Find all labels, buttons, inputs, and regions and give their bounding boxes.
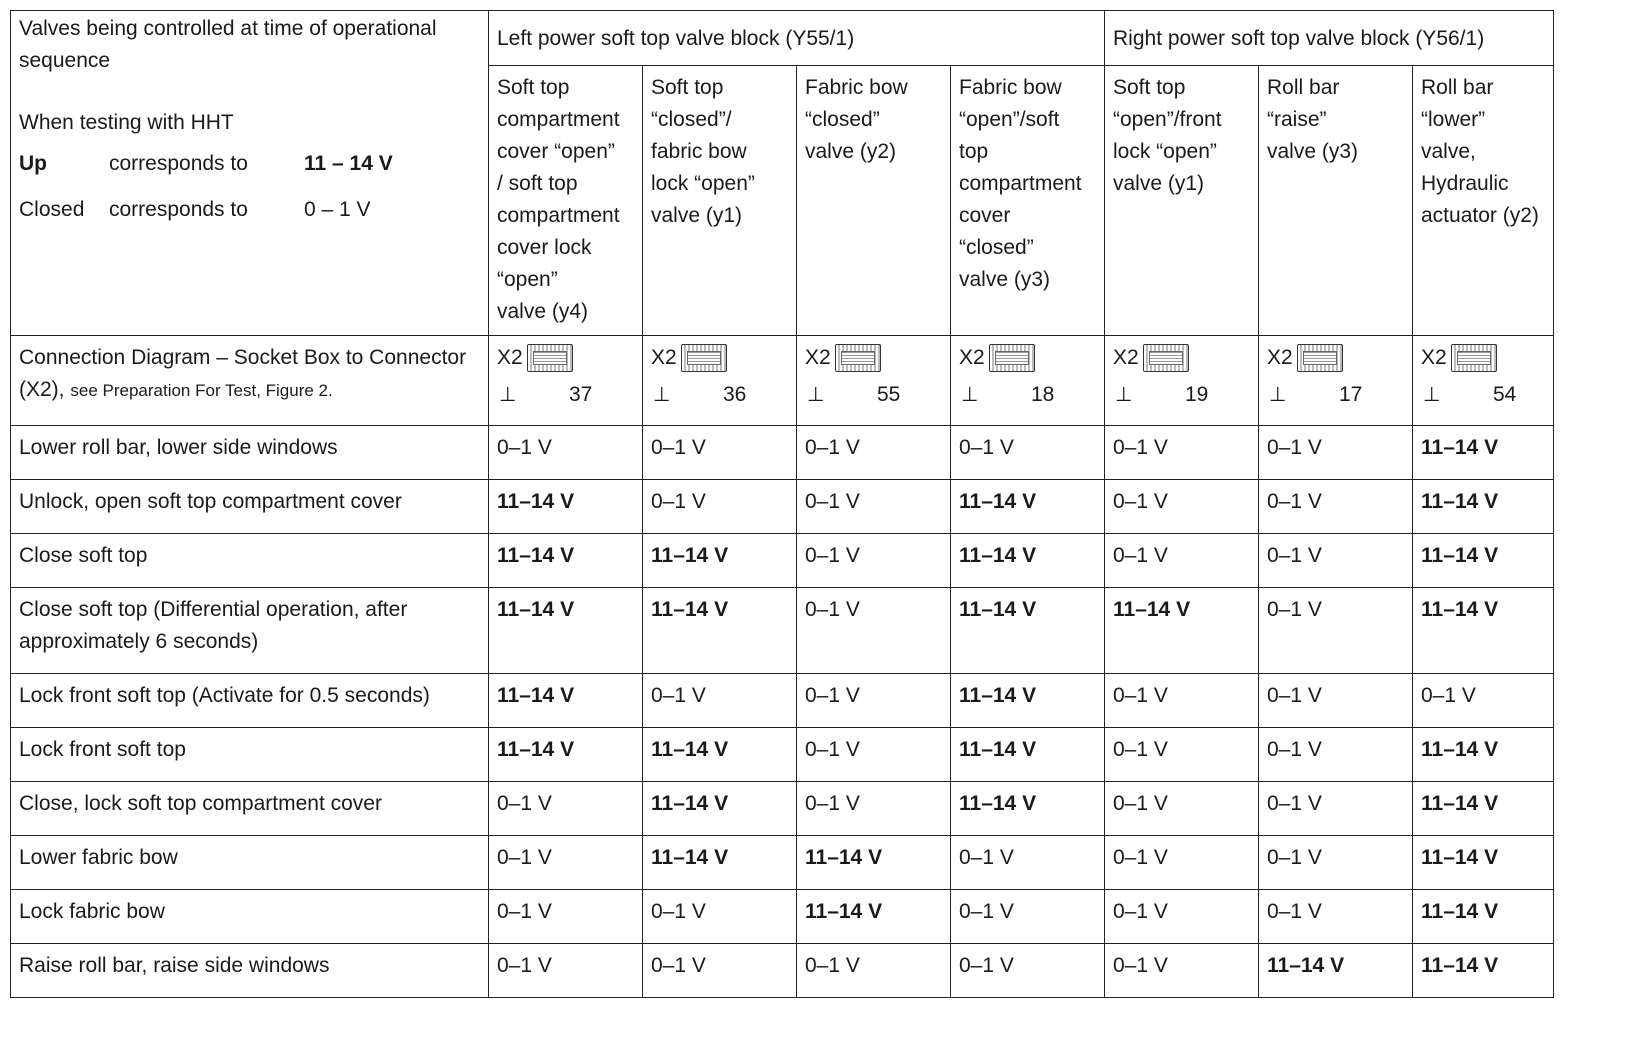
voltage-cell: 11–14 V xyxy=(1413,588,1554,674)
voltage-cell: 0–1 V xyxy=(1105,944,1259,998)
voltage-cell: 0–1 V xyxy=(1259,588,1413,674)
hht-label: When testing with HHT xyxy=(19,111,234,134)
pin-number: 37 xyxy=(569,383,593,406)
connector-label: X2 xyxy=(651,346,677,369)
voltage-cell: 0–1 V xyxy=(797,426,951,480)
voltage-cell: 11–14 V xyxy=(1413,944,1554,998)
valve-voltage-table xyxy=(10,10,1554,998)
socket-connector-icon xyxy=(1297,344,1343,372)
pin-cell xyxy=(951,336,1105,426)
voltage-cell: 11–14 V xyxy=(489,728,643,782)
voltage-cell: 11–14 V xyxy=(1259,944,1413,998)
voltage-cell: 11–14 V xyxy=(1413,534,1554,588)
voltage-cell: 0–1 V xyxy=(489,890,643,944)
pin-number: 36 xyxy=(723,383,747,406)
legend-row-up xyxy=(19,139,482,189)
pin-number: 19 xyxy=(1185,383,1209,406)
table-row xyxy=(11,674,1554,728)
voltage-cell: 0–1 V xyxy=(797,534,951,588)
voltage-cell: 11–14 V xyxy=(1413,728,1554,782)
connector-label: X2 xyxy=(497,346,523,369)
voltage-cell: 0–1 V xyxy=(489,782,643,836)
connector-label: X2 xyxy=(1113,346,1139,369)
voltage-cell: 11–14 V xyxy=(951,534,1105,588)
connection-label-cell xyxy=(11,336,489,426)
pin-cell xyxy=(1413,336,1554,426)
socket-connector-icon xyxy=(681,344,727,372)
voltage-cell: 0–1 V xyxy=(1105,534,1259,588)
table-row xyxy=(11,890,1554,944)
connection-label: Connection Diagram – Socket Box to Connector xyxy=(19,346,467,369)
sequence-label: Close, lock soft top compartment cover xyxy=(11,782,489,836)
voltage-cell: 11–14 V xyxy=(1413,480,1554,534)
voltage-cell: 0–1 V xyxy=(1105,426,1259,480)
voltage-cell: 11–14 V xyxy=(1413,836,1554,890)
connector-label: X2 xyxy=(959,346,985,369)
sequence-rows xyxy=(11,426,1554,998)
voltage-cell: 0–1 V xyxy=(1259,480,1413,534)
sequence-label: Unlock, open soft top compartment cover xyxy=(11,480,489,534)
valve-header: Roll bar “lower” valve, Hydraulic actuator (y2) xyxy=(1413,66,1554,336)
voltage-cell: 0–1 V xyxy=(1105,728,1259,782)
voltage-cell: 11–14 V xyxy=(1413,426,1554,480)
voltage-cell: 0–1 V xyxy=(643,426,797,480)
voltage-cell: 11–14 V xyxy=(951,480,1105,534)
voltage-cell: 0–1 V xyxy=(643,674,797,728)
voltage-cell: 0–1 V xyxy=(489,944,643,998)
voltage-cell: 11–14 V xyxy=(643,534,797,588)
voltage-cell: 11–14 V xyxy=(797,836,951,890)
socket-connector-icon xyxy=(527,344,573,372)
pin-cell xyxy=(1105,336,1259,426)
voltage-cell: 11–14 V xyxy=(951,728,1105,782)
right-valve-block-header: Right power soft top valve block (Y56/1) xyxy=(1105,11,1554,66)
voltage-cell: 0–1 V xyxy=(1105,836,1259,890)
sequence-label: Close soft top xyxy=(11,534,489,588)
pin-cell xyxy=(797,336,951,426)
legend-key: Up xyxy=(19,152,47,175)
voltage-cell: 0–1 V xyxy=(951,426,1105,480)
voltage-cell: 0–1 V xyxy=(1259,836,1413,890)
socket-connector-icon xyxy=(835,344,881,372)
voltage-cell: 11–14 V xyxy=(951,782,1105,836)
connector-label: X2 xyxy=(1421,346,1447,369)
voltage-cell: 11–14 V xyxy=(1105,588,1259,674)
voltage-cell: 0–1 V xyxy=(951,890,1105,944)
voltage-cell: 0–1 V xyxy=(797,782,951,836)
pin-number: 55 xyxy=(877,383,901,406)
voltage-cell: 11–14 V xyxy=(489,534,643,588)
valve-header: Soft top compartment cover “open” / soft top compartment cover lock “open” valve (y4) xyxy=(489,66,643,336)
voltage-cell: 0–1 V xyxy=(797,728,951,782)
connection-label-line2: (X2), xyxy=(19,378,65,401)
valve-header: Fabric bow “closed” valve (y2) xyxy=(797,66,951,336)
voltage-cell: 0–1 V xyxy=(1259,890,1413,944)
table-row xyxy=(11,944,1554,998)
valve-header: Roll bar “raise” valve (y3) xyxy=(1259,66,1413,336)
voltage-cell: 11–14 V xyxy=(643,588,797,674)
left-valve-block-header: Left power soft top valve block (Y55/1) xyxy=(489,11,1105,66)
voltage-cell: 0–1 V xyxy=(951,836,1105,890)
voltage-cell: 11–14 V xyxy=(1413,782,1554,836)
voltage-cell: 11–14 V xyxy=(951,588,1105,674)
voltage-cell: 0–1 V xyxy=(643,890,797,944)
ground-icon: ⊥ xyxy=(961,384,979,406)
sequence-label: Raise roll bar, raise side windows xyxy=(11,944,489,998)
ground-icon: ⊥ xyxy=(499,384,517,406)
ground-icon: ⊥ xyxy=(1423,384,1441,406)
voltage-cell: 0–1 V xyxy=(797,944,951,998)
sequence-label: Lock front soft top xyxy=(11,728,489,782)
ground-icon: ⊥ xyxy=(1115,384,1133,406)
legend-row-closed xyxy=(19,189,482,231)
voltage-cell: 0–1 V xyxy=(1105,480,1259,534)
table-row xyxy=(11,836,1554,890)
sequence-label: Close soft top (Differential operation, after approximately 6 seconds) xyxy=(11,588,489,674)
voltage-cell: 0–1 V xyxy=(1259,426,1413,480)
corner-title: Valves being controlled at time of operational sequence xyxy=(19,17,437,72)
voltage-cell: 0–1 V xyxy=(643,944,797,998)
pin-cell xyxy=(643,336,797,426)
voltage-cell: 0–1 V xyxy=(1105,782,1259,836)
valve-header: Soft top “open”/front lock “open” valve (y1) xyxy=(1105,66,1259,336)
voltage-cell: 11–14 V xyxy=(797,890,951,944)
voltage-cell: 11–14 V xyxy=(489,674,643,728)
socket-connector-icon xyxy=(1143,344,1189,372)
socket-connector-icon xyxy=(989,344,1035,372)
voltage-cell: 11–14 V xyxy=(643,836,797,890)
sequence-label: Lower roll bar, lower side windows xyxy=(11,426,489,480)
legend-meaning: corresponds to xyxy=(109,198,248,221)
pin-number: 18 xyxy=(1031,383,1055,406)
voltage-cell: 0–1 V xyxy=(1105,674,1259,728)
voltage-cell: 0–1 V xyxy=(489,836,643,890)
pin-number: 17 xyxy=(1339,383,1363,406)
table-row xyxy=(11,588,1554,674)
voltage-cell: 11–14 V xyxy=(489,480,643,534)
sequence-label: Lower fabric bow xyxy=(11,836,489,890)
socket-connector-icon xyxy=(1451,344,1497,372)
table-row xyxy=(11,426,1554,480)
connection-row xyxy=(11,336,1554,426)
voltage-cell: 0–1 V xyxy=(1259,782,1413,836)
ground-icon: ⊥ xyxy=(807,384,825,406)
ground-icon: ⊥ xyxy=(1269,384,1287,406)
connector-label: X2 xyxy=(1267,346,1293,369)
legend-value: 11 – 14 V xyxy=(304,152,393,175)
legend-value: 0 – 1 V xyxy=(304,198,371,221)
table-row xyxy=(11,782,1554,836)
voltage-cell: 0–1 V xyxy=(951,944,1105,998)
voltage-cell: 0–1 V xyxy=(489,426,643,480)
table-row xyxy=(11,728,1554,782)
voltage-cell: 0–1 V xyxy=(1105,890,1259,944)
connection-label-reference: see Preparation For Test, Figure 2. xyxy=(70,381,333,400)
voltage-cell: 11–14 V xyxy=(489,588,643,674)
voltage-cell: 11–14 V xyxy=(643,728,797,782)
table-row xyxy=(11,480,1554,534)
voltage-cell: 0–1 V xyxy=(1259,728,1413,782)
voltage-cell: 11–14 V xyxy=(1413,890,1554,944)
voltage-cell: 0–1 V xyxy=(1259,534,1413,588)
ground-icon: ⊥ xyxy=(653,384,671,406)
voltage-cell: 0–1 V xyxy=(797,674,951,728)
legend-key: Closed xyxy=(19,198,85,221)
voltage-cell: 0–1 V xyxy=(643,480,797,534)
pin-number: 54 xyxy=(1493,383,1517,406)
pin-cell xyxy=(489,336,643,426)
sequence-label: Lock fabric bow xyxy=(11,890,489,944)
voltage-cell: 0–1 V xyxy=(797,588,951,674)
voltage-cell: 0–1 V xyxy=(1413,674,1554,728)
table-row xyxy=(11,534,1554,588)
sequence-label: Lock front soft top (Activate for 0.5 seconds) xyxy=(11,674,489,728)
voltage-cell: 0–1 V xyxy=(797,480,951,534)
legend-header-cell xyxy=(11,11,489,336)
voltage-cell: 0–1 V xyxy=(1259,674,1413,728)
voltage-cell: 11–14 V xyxy=(951,674,1105,728)
pin-cell xyxy=(1259,336,1413,426)
valve-header: Soft top “closed”/ fabric bow lock “open” valve (y1) xyxy=(643,66,797,336)
valve-header: Fabric bow “open”/soft top compartment cover “closed” valve (y3) xyxy=(951,66,1105,336)
voltage-cell: 11–14 V xyxy=(643,782,797,836)
connector-label: X2 xyxy=(805,346,831,369)
legend-meaning: corresponds to xyxy=(109,152,248,175)
